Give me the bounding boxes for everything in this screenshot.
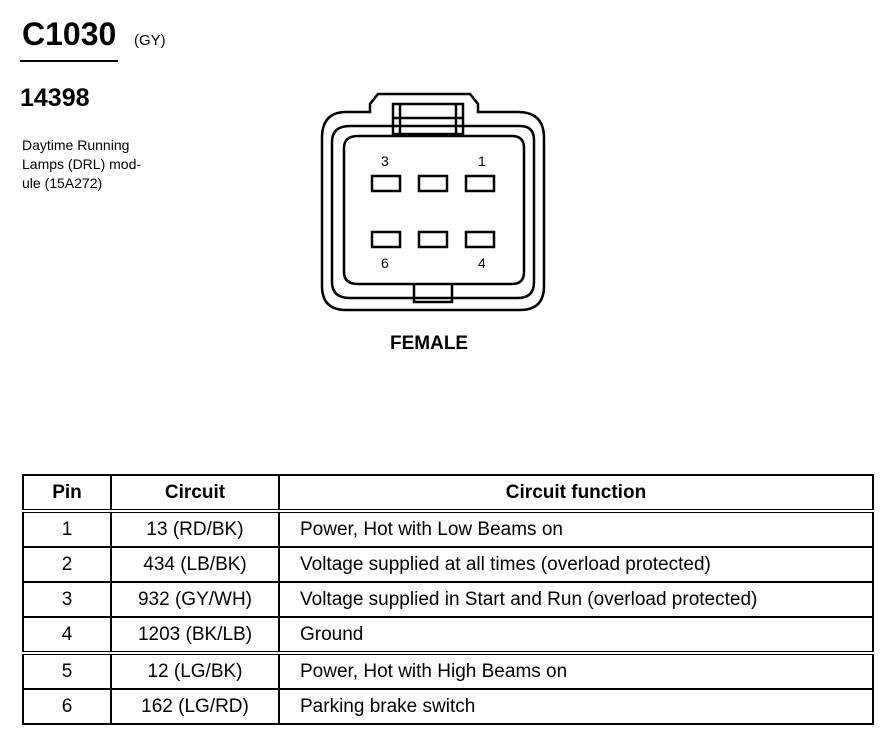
description-line: ule (15A272) [22, 175, 103, 191]
pin-label-4: 4 [478, 255, 486, 271]
function-cell: Ground [279, 617, 873, 653]
pin-cell: 2 [23, 547, 111, 582]
table-row [23, 689, 873, 724]
table-row [23, 653, 873, 689]
header-pin: Pin [23, 475, 111, 511]
pin-label-1: 1 [478, 153, 486, 169]
housing-inner [332, 126, 534, 298]
pin-cell: 1 [23, 511, 111, 547]
header-circuit: Circuit [111, 475, 279, 511]
description-line: Daytime Running [22, 137, 130, 153]
pin-cavity [466, 176, 494, 191]
header-circuit-function: Circuit function [279, 475, 873, 511]
circuit-cell: 932 (GY/WH) [111, 582, 279, 617]
pin-label-3: 3 [381, 153, 389, 169]
pin-cell: 3 [23, 582, 111, 617]
description-line: Lamps (DRL) mod- [22, 156, 142, 172]
pin-cavity [466, 232, 494, 247]
pin-cavity [372, 232, 400, 247]
part-number: 14398 [20, 84, 90, 112]
function-cell: Voltage supplied in Start and Run (overload protected) [279, 582, 873, 617]
connector-color: (GY) [134, 32, 166, 49]
circuit-cell: 1203 (BK/LB) [111, 617, 279, 653]
pin-label-6: 6 [381, 255, 389, 271]
table-row [23, 511, 873, 547]
pin-cell: 6 [23, 689, 111, 724]
connector-id: C1030 [22, 16, 117, 52]
function-cell: Parking brake switch [279, 689, 873, 724]
pin-cell: 5 [23, 653, 111, 689]
pin-cell: 4 [23, 617, 111, 653]
table-row [23, 617, 873, 653]
bottom-key [414, 284, 452, 302]
circuit-cell: 162 (LG/RD) [111, 689, 279, 724]
table-row [23, 547, 873, 582]
cavity-body [344, 136, 524, 284]
table-header-row [23, 475, 873, 511]
pin-cavity [372, 176, 400, 191]
circuit-cell: 13 (RD/BK) [111, 511, 279, 547]
function-cell: Power, Hot with Low Beams on [279, 511, 873, 547]
function-cell: Voltage supplied at all times (overload protected) [279, 547, 873, 582]
table-row [23, 582, 873, 617]
function-cell: Power, Hot with High Beams on [279, 653, 873, 689]
circuit-cell: 434 (LB/BK) [111, 547, 279, 582]
pin-cavity [419, 232, 447, 247]
pinout-table [22, 474, 874, 725]
circuit-cell: 12 (LG/BK) [111, 653, 279, 689]
connector-gender: FEMALE [390, 333, 469, 354]
pin-cavity [419, 176, 447, 191]
